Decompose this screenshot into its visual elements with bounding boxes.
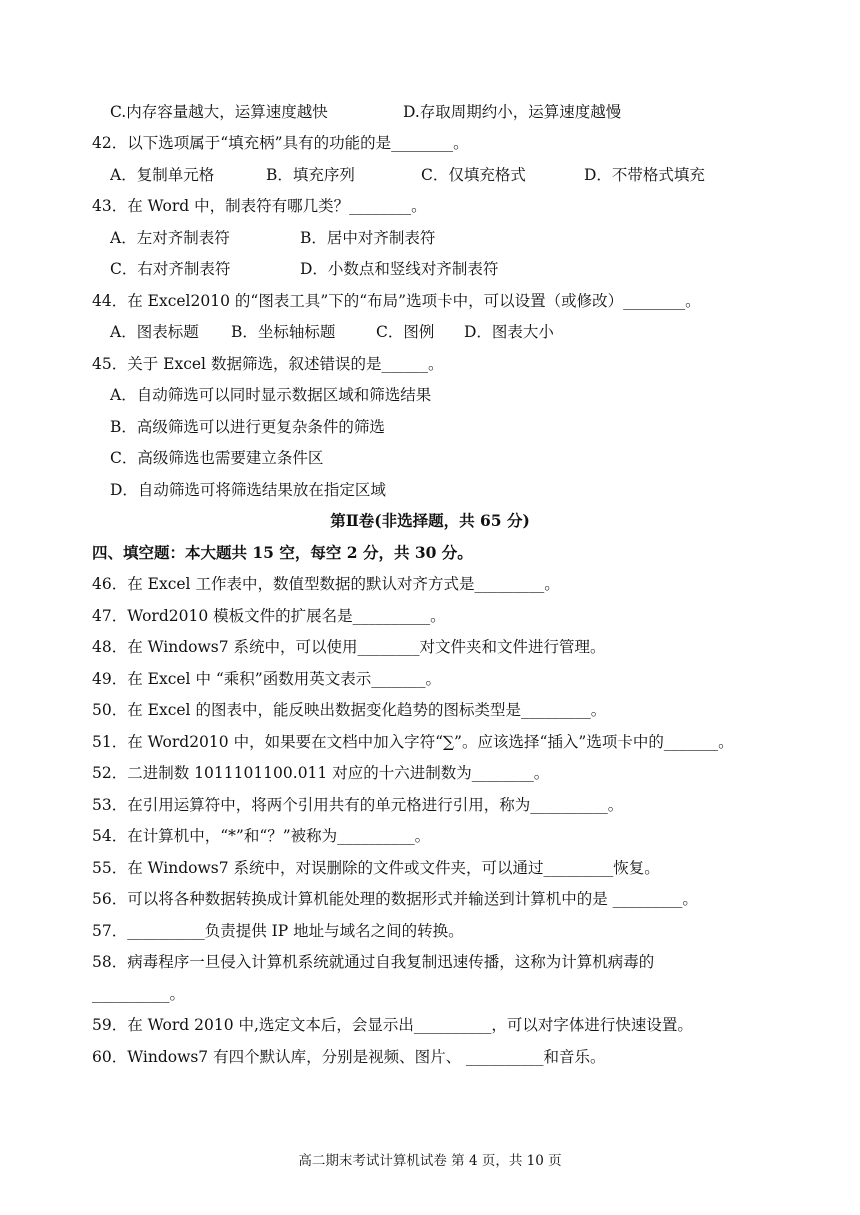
fill-question-50: 50．在 Excel 的图表中，能反映出数据变化趋势的图标类型是_________。 [92,701,607,719]
q44-option-d: D．图表大小 [464,323,554,341]
fill-question-51: 51．在 Word2010 中，如果要在文档中加入字符“∑”。应该选择“插入”选项卡中的_______。 [92,733,734,751]
q43-option-c: C．右对齐制表符 [110,260,231,278]
q42-option-c: C．仅填充格式 [421,166,526,184]
fill-question-47: 47．Word2010 模板文件的扩展名是__________。 [92,607,446,625]
q42-option-d: D．不带格式填充 [584,166,705,184]
q45-option-b: B．高级筛选可以进行更复杂条件的筛选 [110,418,385,436]
q45-option-d: D．自动筛选可将筛选结果放在指定区域 [110,481,386,499]
q41-option-d: D.存取周期约小，运算速度越慢 [403,103,622,121]
fill-question-58-continued: __________。 [92,985,186,1003]
part-4-heading: 四、填空题：本大题共 15 空，每空 2 分，共 30 分。 [92,543,473,562]
q44-option-b: B．坐标轴标题 [231,323,336,341]
fill-question-48: 48．在 Windows7 系统中，可以使用________对文件夹和文件进行管理。 [92,638,606,656]
q43-stem: 43．在 Word 中，制表符有哪几类？________。 [92,197,427,215]
q43-options-row-1 [110,228,435,248]
q41-options-row [110,102,621,122]
q42-options-row [110,165,705,185]
fill-question-57: 57．__________负责提供 IP 地址与域名之间的转换。 [92,922,464,940]
q45-option-c: C．高级筛选也需要建立条件区 [110,449,324,467]
q43-option-d: D．小数点和竖线对齐制表符 [300,260,499,278]
page-footer: 高二期末考试计算机试卷 第 4 页，共 10 页 [298,1153,562,1169]
q43-option-a: A．左对齐制表符 [110,229,230,247]
fill-question-46: 46．在 Excel 工作表中，数值型数据的默认对齐方式是_________。 [92,575,560,593]
q42-option-b: B．填充序列 [266,166,355,184]
q44-stem: 44．在 Excel2010 的“图表工具”下的“布局”选项卡中，可以设置（或修改）________。 [92,292,701,310]
q44-option-c: C．图例 [376,323,435,341]
q43-option-b: B．居中对齐制表符 [300,229,436,247]
q45-stem: 45．关于 Excel 数据筛选，叙述错误的是______。 [92,355,444,373]
q42-stem: 42．以下选项属于“填充柄”具有的功能的是________。 [92,134,469,152]
fill-question-49: 49．在 Excel 中 “乘积”函数用英文表示_______。 [92,670,441,688]
q44-options-row [110,322,554,342]
fill-question-55: 55．在 Windows7 系统中，对误删除的文件或文件夹，可以通过_________恢复。 [92,859,660,877]
q41-option-c: C.内存容量越大，运算速度越快 [110,103,328,121]
fill-question-52: 52．二进制数 1011101100.011 对应的十六进制数为________。 [92,764,550,782]
q44-option-a: A．图表标题 [110,323,199,341]
section-2-title: 第Ⅱ卷(非选择题，共 65 分) [330,511,530,530]
fill-question-56: 56．可以将各种数据转换成计算机能处理的数据形式并输送到计算机中的是 _________。 [92,890,698,908]
fill-question-54: 54．在计算机中，“*”和“？”被称为__________。 [92,827,431,845]
q42-option-a: A．复制单元格 [110,166,215,184]
q43-options-row-2 [110,259,498,279]
fill-question-53: 53．在引用运算符中，将两个引用共有的单元格进行引用，称为__________。 [92,796,624,814]
fill-question-59: 59．在 Word 2010 中,选定文本后，会显示出__________，可以对字体进行快速设置。 [92,1016,693,1034]
q45-option-a: A．自动筛选可以同时显示数据区域和筛选结果 [110,386,432,404]
fill-question-58: 58．病毒程序一旦侵入计算机系统就通过自我复制迅速传播，这称为计算机病毒的 [92,953,655,971]
fill-question-60: 60．Windows7 有四个默认库，分别是视频、图片、 __________和音乐。 [92,1048,606,1066]
